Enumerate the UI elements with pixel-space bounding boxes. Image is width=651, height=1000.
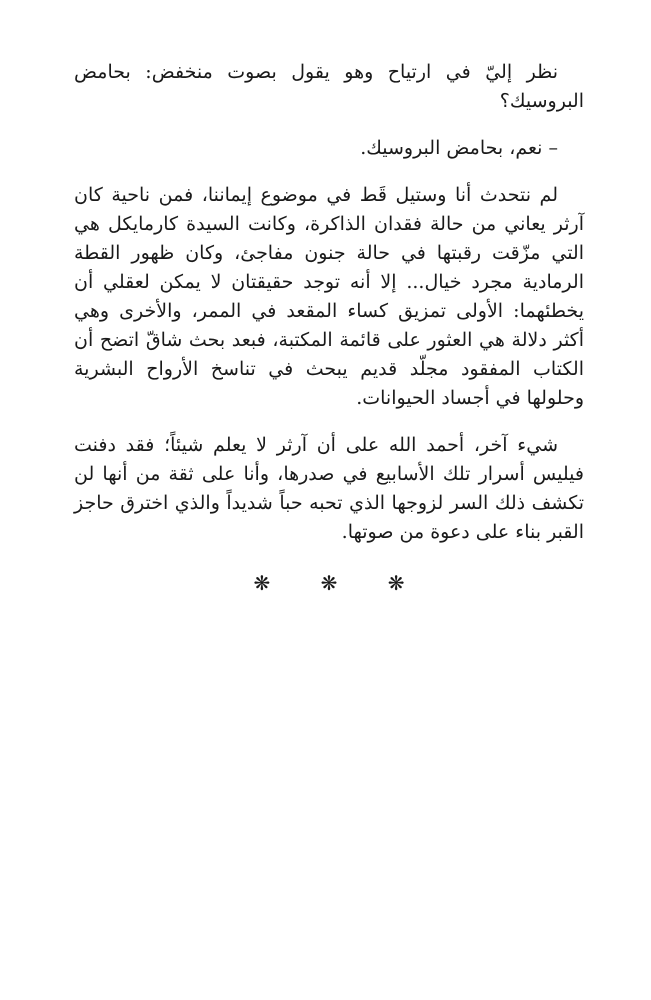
book-page: [74, 58, 584, 598]
section-break-ornament: ❋ ❋ ❋: [253, 571, 427, 595]
paragraph-dialogue-reply: – نعم، بحامض البروسيك.: [360, 137, 558, 159]
paragraph-prussic-acid-question: نظر إليّ في ارتياح وهو يقول بصوت منخفض: بحامض البروسيك؟: [74, 61, 584, 112]
paragraph-one-more-thing: شيء آخر، أحمد الله على أن آرثر لا يعلم شيئاً؛ فقد دفنت فيليس أسرار تلك الأسابيع في صدرها، وأنا على ثقة من أنها لن تكشف ذلك السر لزوجها الذي تحبه حباً شديداً والذي اخترق حاجز القبر بناء على دعوة من صوتها.: [74, 434, 584, 543]
paragraph-two-truths: لم نتحدث أنا وستيل قَط في موضوع إيماننا، فمن ناحية كان آرثر يعاني من حالة فقدان الذاكرة، وكانت السيدة كارمايكل هي التي مزّقت رقبتها في حالة جنون مفاجئ، وكان ظهور القطة الرمادية مجرد خيال... إلا أنه توجد حقيقتان لا يمكن لعقلي أن يخطئهما: الأولى تمزيق كساء المقعد في الممر، والأخرى وهي أكثر دلالة هي العثور على قائمة المكتبة، فبعد بحث شاقّ اتضح أن الكتاب المفقود مجلّد قديم يبحث في تناسخ الأرواح البشرية وحلولها في أجساد الحيوانات.: [74, 184, 584, 409]
